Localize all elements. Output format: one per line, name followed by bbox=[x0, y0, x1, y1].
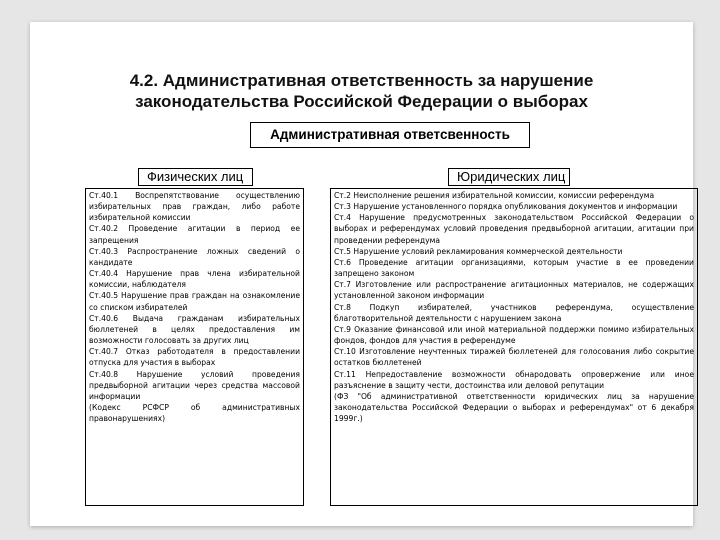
source-note: (Кодекс РСФСР об административных правонарушениях) bbox=[89, 402, 300, 424]
list-item: Ст.40.6 Выдача гражданам избирательных бюллетеней в целях предоставления им возможности голосовать за других лиц bbox=[89, 313, 300, 346]
page-title bbox=[30, 70, 693, 112]
list-item: Ст.10 Изготовление неучтенных тиражей бюллетеней для голосования либо сокрытие остатков бюллетеней bbox=[334, 347, 694, 368]
list-item: Ст.40.5 Нарушение прав граждан на ознакомление со списком избирателей bbox=[89, 291, 300, 312]
list-item: Ст.3 Нарушение установленного порядка опубликования документов и информации bbox=[334, 202, 678, 212]
list-item: Ст.40.2 Проведение агитации в период ее запрещения bbox=[89, 224, 300, 245]
slide bbox=[30, 22, 693, 526]
legal-entities-list bbox=[330, 188, 698, 506]
list-item: Ст.40.4 Нарушение прав члена избирательной комиссии, наблюдателя bbox=[89, 269, 300, 290]
list-item: Ст.40.7 Отказ работодателя в предоставлении отпуска для участия в выборах bbox=[89, 347, 300, 368]
list-item: Ст.6 Проведение агитации организациями, которым участие в ее проведении запрещено законом bbox=[334, 257, 694, 279]
list-item: Ст.5 Нарушение условий рекламирования коммерческой деятельности bbox=[334, 246, 623, 256]
title-line-2: законодательства Российской Федерации о выборах bbox=[135, 92, 588, 111]
liability-banner: Административная ответсвенность bbox=[250, 122, 530, 148]
list-item: Ст.2 Неисполнение решения избирательной комиссии, комиссии референдума bbox=[334, 191, 655, 200]
legal-entities-header: Юридических лиц bbox=[448, 168, 570, 186]
list-item: Ст.8 Подкуп избирателей, участников референдума, осуществление благотворительной деятельности с нарушением закона bbox=[334, 302, 694, 323]
list-item: Ст.40.3 Распространение ложных сведений о кандидате bbox=[89, 246, 300, 267]
list-item: Ст.40.8 Нарушение условий проведения предвыборной агитации через средства массовой информации bbox=[89, 369, 300, 401]
title-line-1: 4.2. Административная ответственность за нарушение bbox=[129, 71, 594, 90]
list-item: Ст.4 Нарушение предусмотренных законодательством Российской Федерации о выборах и референдумах условий проведения предвыборной агитации, агитации при проведении референдума bbox=[334, 213, 694, 245]
physical-persons-list bbox=[85, 188, 304, 506]
list-item: Ст.40.1 Воспрепятствование осуществлению избирательных прав граждан, либо работе избирательной комиссии bbox=[89, 191, 300, 223]
list-item: Ст.9 Оказание финансовой или иной материальной поддержки помимо избирательных фондов, фондов для участия в референдуме bbox=[334, 324, 694, 346]
list-item: Ст.7 Изготовление или распространение агитационных материалов, не содержащих установленной законом информации bbox=[334, 280, 694, 301]
physical-persons-header: Физических лиц bbox=[138, 168, 253, 186]
source-note: (ФЗ "Об административной ответственности юридических лиц за нарушение законодательства Российской Федерации о выборах и референдумах" от 6 декабря 1999г.) bbox=[334, 391, 694, 424]
list-item: Ст.11 Непредоставление возможности обнародовать опровержение или иное разъяснение в защиту чести, достоинства или деловой репутации bbox=[334, 369, 694, 390]
